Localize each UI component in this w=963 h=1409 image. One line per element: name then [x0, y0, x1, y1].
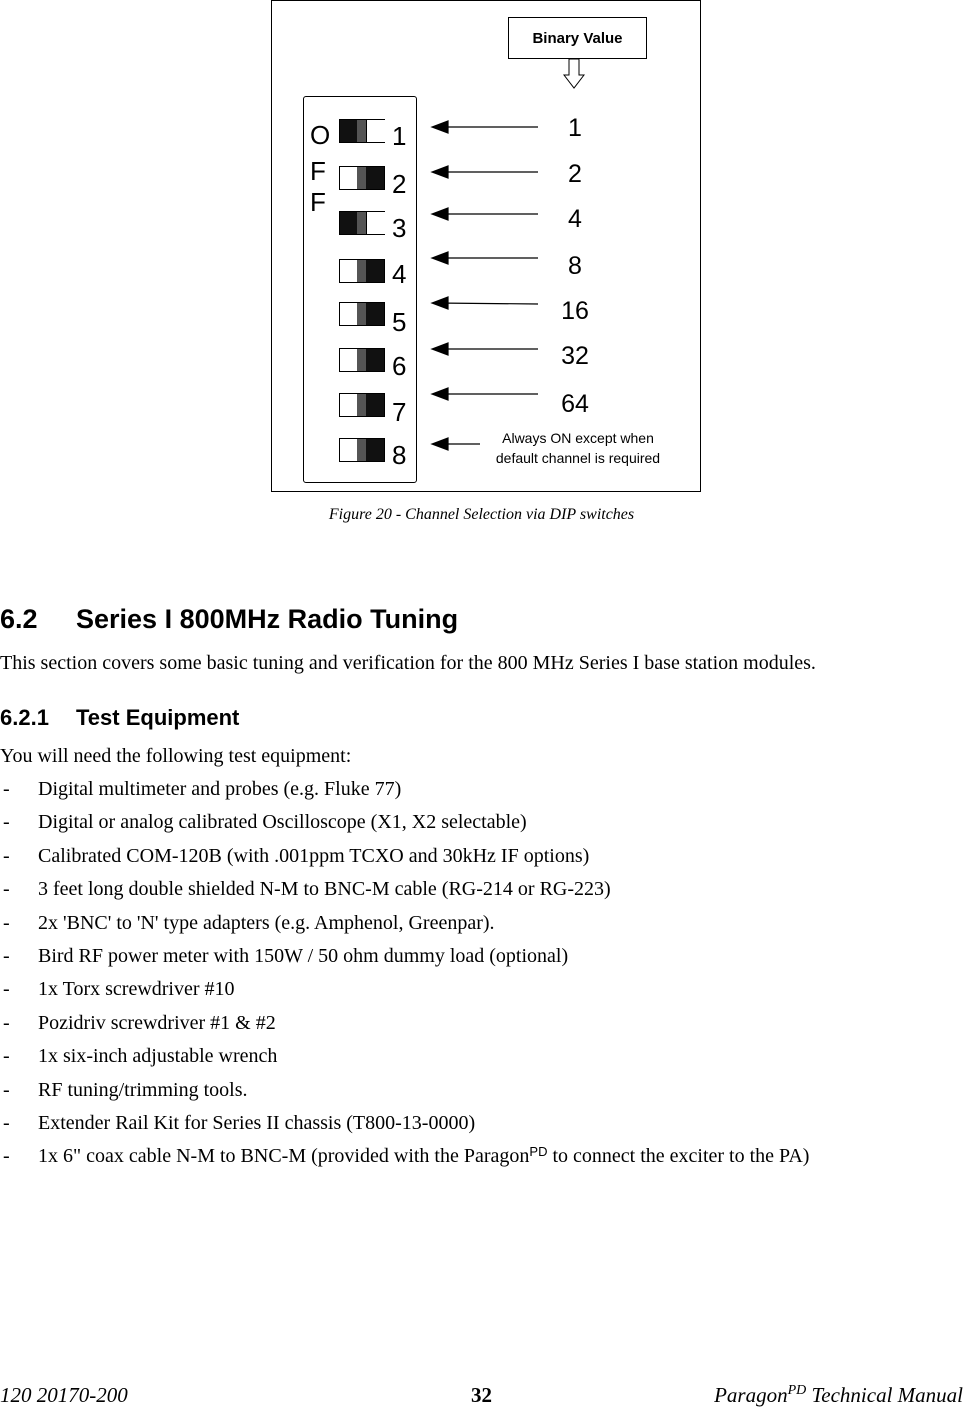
dip-switch-7[interactable] — [339, 393, 385, 417]
arrow-head-icon — [432, 252, 448, 264]
arrow-head-icon — [432, 166, 448, 178]
dip-switch-1[interactable] — [339, 119, 385, 143]
switch-number: 2 — [392, 169, 407, 199]
subsection-number: 6.2.1 — [0, 705, 49, 730]
dip-switch-4[interactable] — [339, 259, 385, 283]
manual-title: Paragon$^{PD}$ Technical Manual — [714, 1383, 963, 1407]
note-line: Always ON except when — [502, 430, 654, 446]
subsection-title: Test Equipment — [76, 705, 240, 730]
dip-switch-3[interactable] — [339, 211, 385, 235]
arrow-head-icon — [432, 438, 448, 450]
figure-caption: Figure 20 - Channel Selection via DIP switches — [328, 506, 635, 523]
switch-number: 4 — [392, 259, 407, 289]
dip-switch-figure — [271, 0, 701, 492]
arrow-head-icon — [432, 121, 448, 133]
switch-panel — [303, 96, 417, 483]
binary-value: 64 — [561, 390, 589, 418]
note-line: default channel is required — [495, 450, 661, 466]
switch-number: 6 — [392, 351, 407, 381]
subsection-heading — [0, 703, 239, 733]
binary-value: 8 — [568, 252, 582, 280]
switch-number: 5 — [392, 307, 407, 337]
switch-number: 8 — [392, 440, 407, 470]
page-number: 32 — [471, 1383, 492, 1407]
section-number: 6.2 — [0, 604, 38, 634]
arrow-head-icon — [432, 343, 448, 355]
always-on-note — [478, 428, 678, 468]
switch-number: 1 — [392, 121, 407, 151]
equipment-lead: You will need the following test equipment: — [0, 745, 352, 767]
section-intro: This section covers some basic tuning and verification for the 800 MHz Series I base station modules. — [0, 652, 816, 674]
arrow-line — [435, 303, 538, 304]
binary-value-label: Binary Value — [508, 17, 647, 59]
dip-switch-5[interactable] — [339, 302, 385, 326]
arrow-head-icon — [432, 208, 448, 220]
switch-number: 7 — [392, 397, 407, 427]
binary-value: 1 — [568, 114, 582, 142]
binary-value: 16 — [561, 297, 589, 325]
binary-value: 4 — [568, 205, 582, 233]
off-letter: O — [310, 120, 331, 150]
switch-number: 3 — [392, 213, 407, 243]
doc-number: 120 20170-200 — [0, 1383, 128, 1407]
arrow-head-icon — [432, 297, 448, 309]
off-letter: F — [310, 156, 326, 186]
dip-switch-2[interactable] — [339, 166, 385, 190]
section-heading — [0, 602, 458, 636]
binary-value: 32 — [561, 342, 589, 370]
binary-value: 2 — [568, 160, 582, 188]
arrow-head-icon — [432, 388, 448, 400]
dip-switch-6[interactable] — [339, 348, 385, 372]
off-letter: F — [310, 187, 326, 217]
dip-switch-8[interactable] — [339, 438, 385, 462]
section-title: Series I 800MHz Radio Tuning — [76, 604, 459, 634]
